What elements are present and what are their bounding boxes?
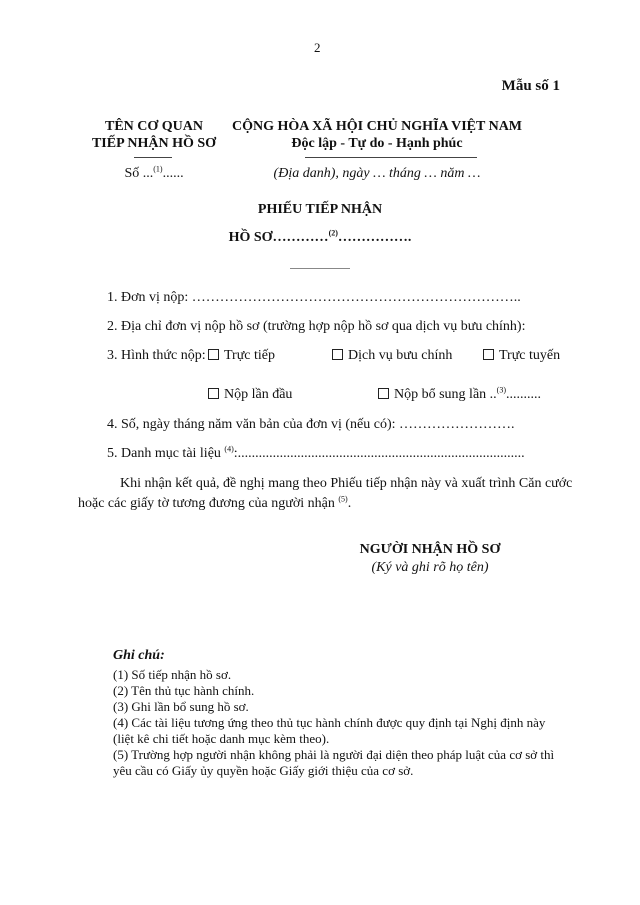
note-item: (3) Ghi lần bổ sung hồ sơ. <box>113 699 249 714</box>
page-number: 2 <box>314 40 321 55</box>
signer-title: NGƯỜI NHẬN HỒ SƠ <box>359 542 501 557</box>
option-truc-tiep[interactable] <box>208 348 275 364</box>
option-nop-bo-sung-label: Nộp bổ sung lần .. <box>394 387 497 402</box>
note-item: yêu cầu có Giấy ủy quyền hoặc Giấy giới thiệu của cơ sở. <box>113 763 414 778</box>
option-nop-lan-dau-label: Nộp lần đầu <box>224 387 293 402</box>
form-subtitle <box>180 230 460 246</box>
agency-line-1: TÊN CƠ QUAN <box>104 119 203 134</box>
bo-sung-note: (3) <box>496 385 506 395</box>
field-hinh-thuc-label: 3. Hình thức nộp: <box>107 348 206 363</box>
instruction-line-2 <box>78 496 351 512</box>
checkbox-truc-tuyen[interactable] <box>483 349 494 360</box>
subtitle-note: (2) <box>328 228 338 238</box>
bo-sung-tail: .......... <box>506 387 541 402</box>
notes-list <box>113 667 593 779</box>
nation-line-1: CỘNG HÒA XÃ HỘI CHỦ NGHĨA VIỆT NAM <box>232 119 523 134</box>
danh-muc-tail: :.................................................................................. <box>233 446 525 461</box>
agency-number <box>66 166 242 182</box>
date-line: (Địa danh), ngày … tháng … năm … <box>273 166 481 181</box>
instruction-end: . <box>347 496 352 511</box>
subtitle-post: ……………. <box>337 230 412 245</box>
field-dia-chi: 2. Địa chỉ đơn vị nộp hồ sơ (trường hợp nộp hồ sơ qua dịch vụ bưu chính): <box>107 319 526 334</box>
option-nop-bo-sung[interactable] <box>378 387 541 403</box>
checkbox-buu-chinh[interactable] <box>332 349 343 360</box>
checkbox-nop-bo-sung[interactable] <box>378 388 389 399</box>
checkbox-truc-tiep[interactable] <box>208 349 219 360</box>
so-note: (1) <box>153 164 163 174</box>
option-truc-tiep-label: Trực tiếp <box>224 348 276 363</box>
note-item: (liệt kê chi tiết hoặc danh mục kèm theo). <box>113 731 330 746</box>
danh-muc-label: 5. Danh mục tài liệu <box>107 446 225 461</box>
note-item: (4) Các tài liệu tương ứng theo thủ tục hành chính được quy định tại Nghị định này <box>113 715 546 730</box>
option-truc-tuyen[interactable] <box>483 348 560 364</box>
field-so-van-ban: 4. Số, ngày tháng năm văn bản của đơn vị (nếu có): ……………………. <box>107 417 515 432</box>
field-don-vi-nop: 1. Đơn vị nộp: …………………………………………………………….. <box>107 290 521 305</box>
national-header <box>232 118 522 152</box>
instruction-line-1: Khi nhận kết quả, đề nghị mang theo Phiếu tiếp nhận này và xuất trình Căn cước <box>120 476 573 491</box>
form-title: PHIẾU TIẾP NHẬN <box>257 202 383 217</box>
form-code: Mẫu số 1 <box>501 78 560 94</box>
nation-line-2: Độc lập - Tự do - Hạnh phúc <box>291 136 463 151</box>
instruction-note: (5) <box>338 494 348 504</box>
agency-line-2: TIẾP NHẬN HỒ SƠ <box>91 136 217 151</box>
so-tail: ...... <box>162 166 184 181</box>
so-label: Số ... <box>124 166 154 181</box>
signer-subtitle: (Ký và ghi rõ họ tên) <box>371 560 489 575</box>
note-item: (5) Trường hợp người nhận không phải là người đại diện theo pháp luật của cơ sở thì <box>113 747 555 762</box>
title-underline <box>290 268 350 269</box>
field-danh-muc <box>107 446 525 462</box>
danh-muc-note: (4) <box>224 444 234 454</box>
note-item: (2) Tên thủ tục hành chính. <box>113 683 255 698</box>
subtitle-pre: HỒ SƠ………… <box>228 230 329 245</box>
notes-heading: Ghi chú: <box>113 648 165 663</box>
option-buu-chinh[interactable] <box>332 348 452 364</box>
instruction-text: hoặc các giấy tờ tương đương của người nhận <box>78 496 339 511</box>
agency-name <box>66 118 242 152</box>
option-truc-tuyen-label: Trực tuyến <box>499 348 561 363</box>
note-item: (1) Số tiếp nhận hồ sơ. <box>113 667 232 682</box>
nation-underline <box>305 157 477 158</box>
option-buu-chinh-label: Dịch vụ bưu chính <box>348 348 453 363</box>
option-nop-lan-dau[interactable] <box>208 387 292 403</box>
agency-underline <box>134 157 172 158</box>
checkbox-nop-lan-dau[interactable] <box>208 388 219 399</box>
